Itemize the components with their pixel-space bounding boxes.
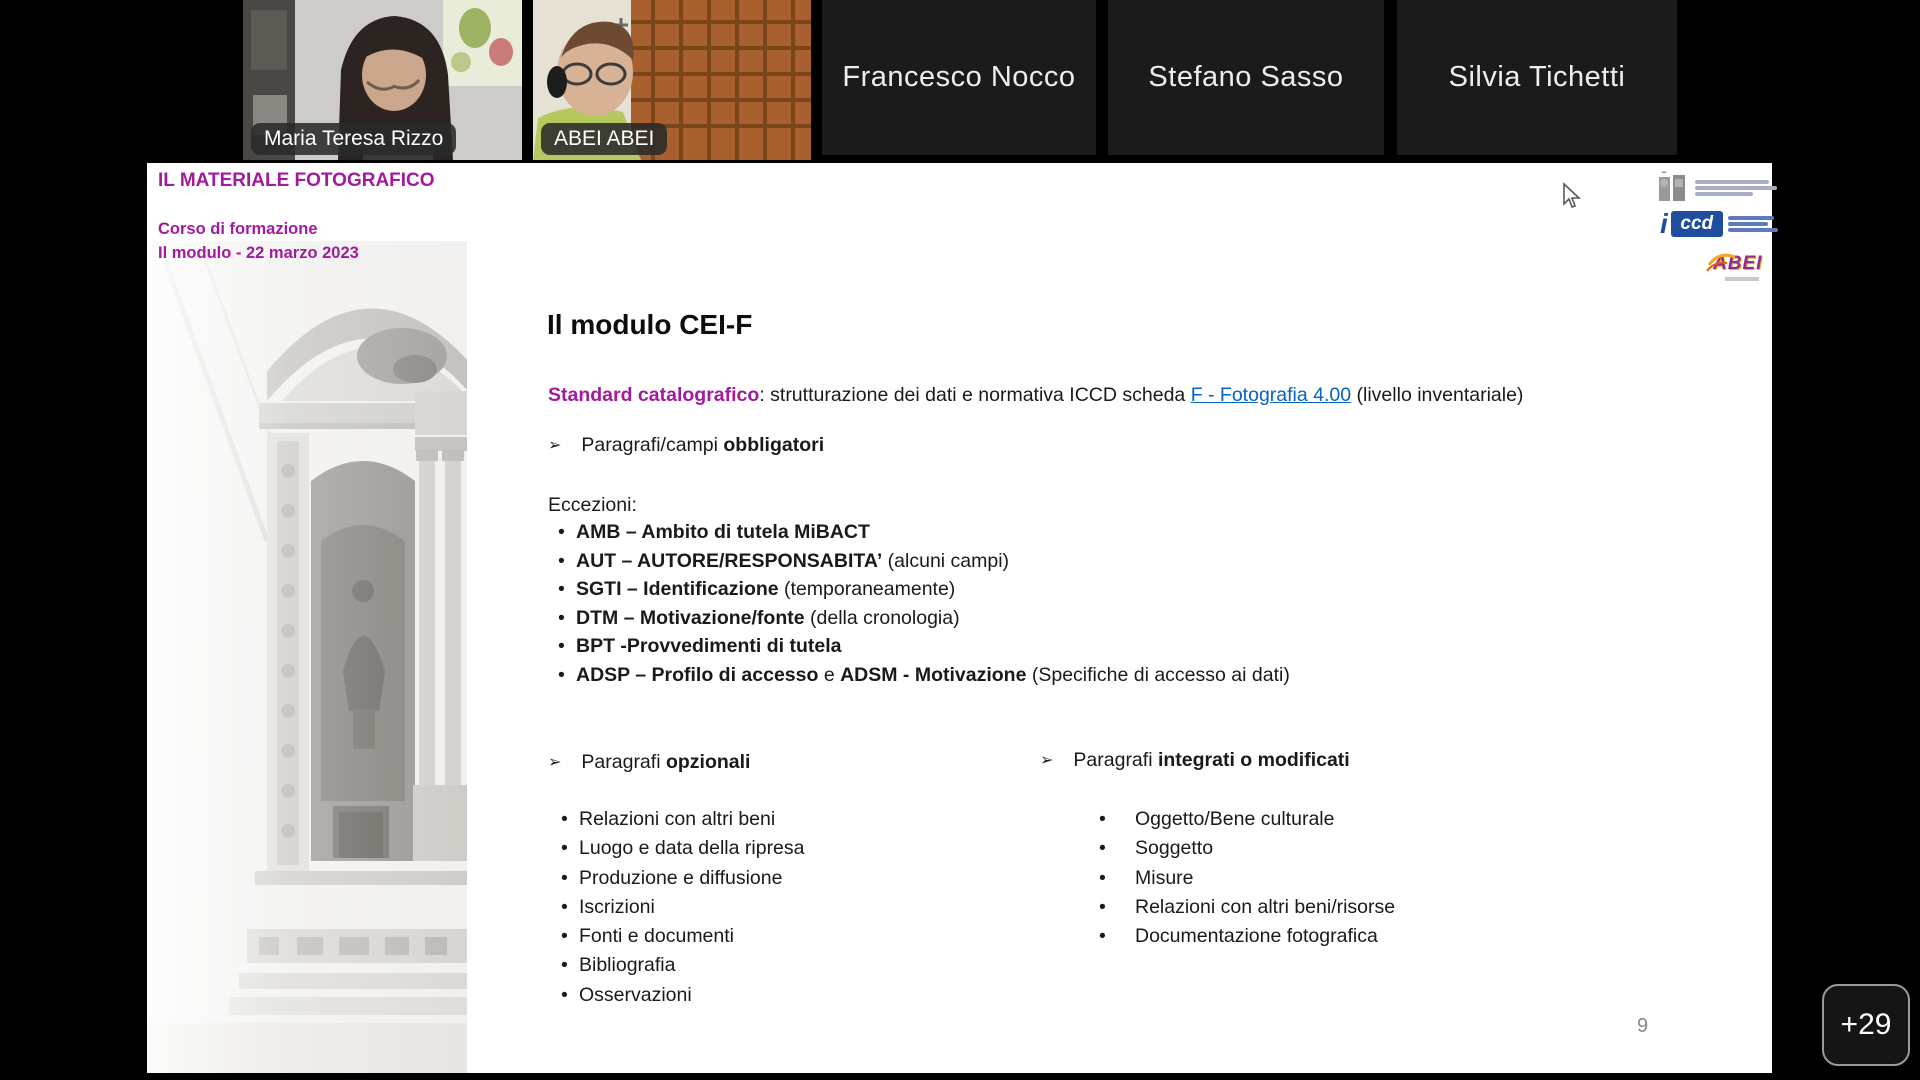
- bullet-icon: •: [561, 808, 568, 830]
- list-item: • Luogo e data della ripresa: [561, 834, 805, 863]
- bullet-icon: •: [1099, 837, 1106, 860]
- list-item: • AMB – Ambito di tutela MiBACT: [558, 518, 1290, 547]
- participant-name-label: Silvia Tichetti: [1448, 61, 1626, 93]
- participant-name-label: Stefano Sasso: [1148, 61, 1344, 93]
- list-item: • Osservazioni: [561, 981, 805, 1010]
- sidebar-subtitle-2: Il modulo - 22 marzo 2023: [158, 244, 359, 262]
- section-integrati-header: ➢ Paragrafi integrati o modificati: [1040, 749, 1350, 771]
- shared-slide: [147, 163, 1772, 1073]
- bullet-icon: •: [558, 663, 565, 686]
- iccd-box-letters: ccd: [1671, 211, 1723, 237]
- arrow-bullet-icon: ➢: [548, 754, 562, 771]
- bullet-icon: •: [561, 866, 568, 889]
- participant-tile-maria[interactable]: [243, 0, 522, 160]
- list-item: • BPT -Provvedimenti di tutela: [558, 632, 1290, 661]
- list-item: • AUT – AUTORE/RESPONSABITA’ (alcuni campi): [558, 547, 1290, 576]
- participant-tile-francesco[interactable]: [822, 0, 1096, 155]
- list-item: • Relazioni con altri beni: [561, 805, 805, 834]
- bullet-icon: •: [1099, 895, 1106, 918]
- participant-tile-silvia[interactable]: [1397, 0, 1677, 155]
- section-opzionali-header: ➢ Paragrafi opzionali: [548, 751, 751, 773]
- unbce-caption-lines: [1695, 178, 1777, 199]
- fotografia-link[interactable]: F - Fotografia 4.00: [1190, 384, 1352, 406]
- participant-tile-stefano[interactable]: [1108, 0, 1384, 155]
- bullet-icon: •: [558, 521, 565, 543]
- list-item: • Oggetto/Bene culturale: [1099, 805, 1395, 834]
- more-participants-badge[interactable]: +29: [1822, 984, 1910, 1066]
- bullet-icon: •: [1099, 866, 1106, 889]
- sidebar-subtitle-1: Corso di formazione: [158, 220, 318, 238]
- unbce-logo: [1655, 171, 1777, 205]
- participant-name-label: Maria Teresa Rizzo: [251, 123, 456, 155]
- exceptions-list: [558, 518, 1290, 689]
- standard-text: : strutturazione dei dati e normativa ICCD scheda: [759, 384, 1191, 406]
- bullet-icon: •: [558, 549, 565, 572]
- participant-tile-abei[interactable]: [533, 0, 811, 160]
- obbligatori-pre: Paragrafi/campi: [581, 434, 724, 456]
- slide-page-number: 9: [1637, 1015, 1649, 1037]
- list-item: • Misure: [1099, 864, 1395, 893]
- abei-flourish-icon: [1705, 249, 1765, 283]
- list-item: • Fonti e documenti: [561, 922, 805, 951]
- bullet-icon: •: [561, 925, 568, 948]
- unbce-emblem-icon: [1655, 171, 1689, 205]
- sidebar-title: IL MATERIALE FOTOGRAFICO: [158, 170, 435, 191]
- participant-name-label: Francesco Nocco: [842, 61, 1076, 93]
- list-item: • DTM – Motivazione/fonte (della cronologia): [558, 604, 1290, 633]
- slide-title: Il modulo CEI-F: [547, 309, 753, 340]
- bullet-icon: •: [1099, 808, 1106, 830]
- bullet-icon: •: [561, 837, 568, 860]
- bullet-icon: •: [561, 895, 568, 918]
- bullet-icon: •: [561, 954, 568, 977]
- list-item: • Relazioni con altri beni/risorse: [1099, 893, 1395, 922]
- section-obbligatori-header: [548, 434, 824, 457]
- participant-name-label: ABEI ABEI: [541, 123, 667, 155]
- iccd-i-letter: i: [1660, 208, 1668, 239]
- arrow-bullet-icon: ➢: [548, 437, 562, 454]
- list-item: • SGTI – Identificazione (temporaneamente): [558, 575, 1290, 604]
- list-item: • Bibliografia: [561, 951, 805, 980]
- bullet-icon: •: [1099, 925, 1106, 948]
- altar-photo: [147, 241, 467, 1073]
- list-item: • ADSP – Profilo di accesso e ADSM - Motivazione (Specifiche di accesso ai dati): [558, 661, 1290, 690]
- obbligatori-bold: obbligatori: [723, 434, 825, 456]
- arrow-bullet-icon: ➢: [1040, 752, 1054, 769]
- standard-suffix: (livello inventariale): [1351, 384, 1524, 406]
- iccd-logo: [1660, 208, 1778, 240]
- list-item: • Documentazione fotografica: [1099, 922, 1395, 951]
- eccezioni-label: Eccezioni:: [548, 494, 637, 516]
- opzionali-list: [561, 805, 805, 1010]
- bullet-icon: •: [558, 635, 565, 657]
- integrati-list: [1099, 805, 1395, 951]
- standard-catalografico-line: [548, 384, 1523, 407]
- iccd-caption-lines: [1728, 214, 1778, 235]
- abei-logo: [1713, 253, 1762, 281]
- slide-sidebar: [147, 163, 467, 1073]
- standard-label: Standard catalografico: [548, 384, 760, 406]
- list-item: • Produzione e diffusione: [561, 864, 805, 893]
- list-item: • Soggetto: [1099, 834, 1395, 863]
- list-item: • Iscrizioni: [561, 893, 805, 922]
- mouse-cursor-icon: [1560, 182, 1584, 210]
- bullet-icon: •: [561, 983, 568, 1006]
- bullet-icon: •: [558, 578, 565, 600]
- abei-word: ABEI: [1713, 253, 1763, 274]
- bullet-icon: •: [558, 606, 565, 629]
